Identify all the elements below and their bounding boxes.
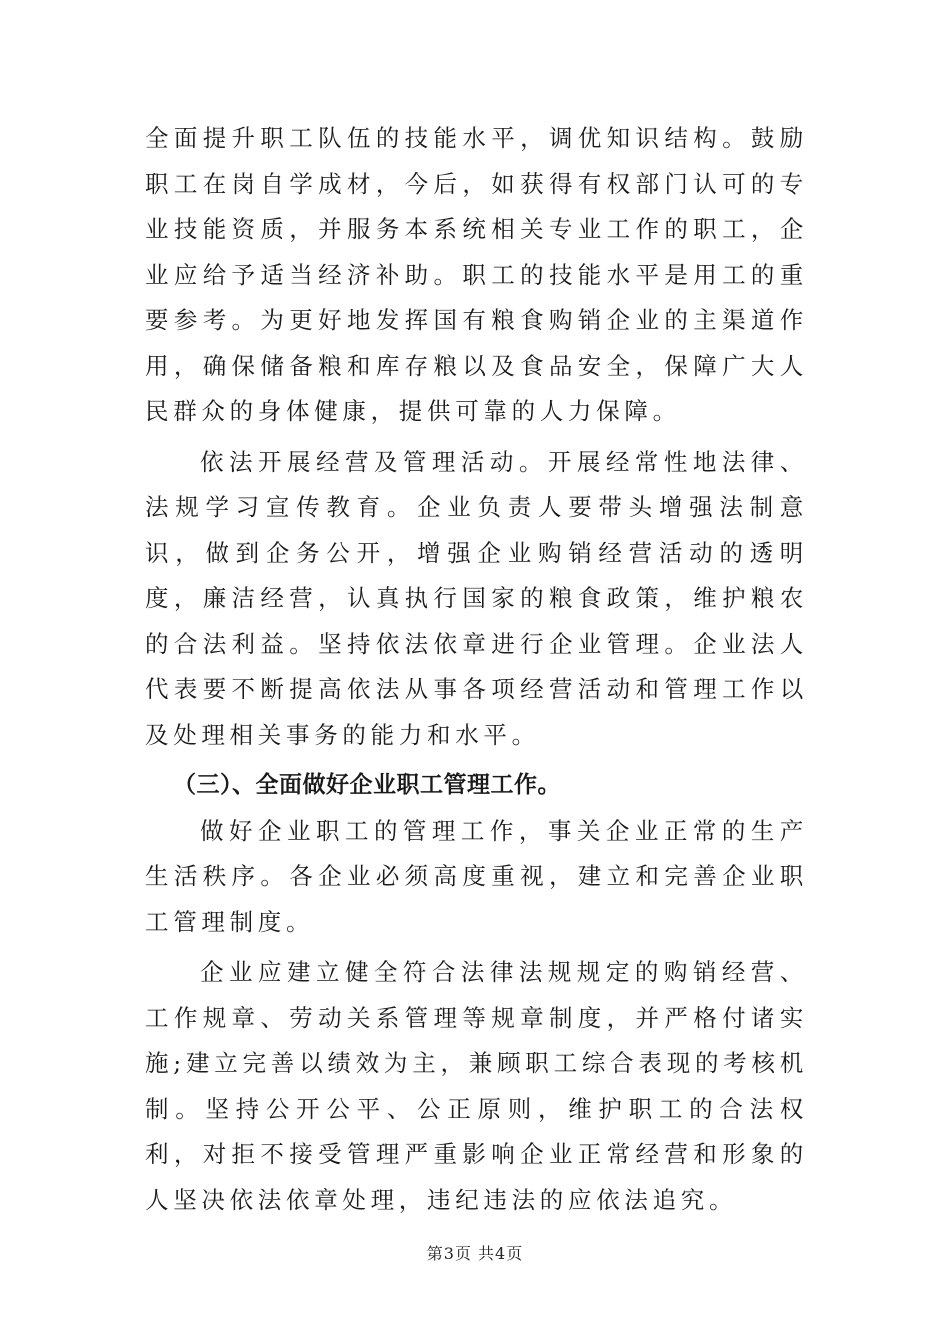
- document-body: [145, 116, 808, 1223]
- paragraph-legal-operations: 依法开展经营及管理活动。开展经常性地法律、法规学习宣传教育。企业负责人要带头增强法制意识，做到企务公开，增强企业购销经营活动的透明度，廉洁经营，认真执行国家的粮食政策，维护粮农的合法利益。坚持依法依章进行企业管理。企业法人代表要不断提高依法从事各项经营活动和管理工作以及处理相关事务的能力和水平。: [145, 447, 808, 749]
- paragraph-staff-management: 做好企业职工的管理工作，事关企业正常的生产生活秩序。各企业必须高度重视，建立和完善企业职工管理制度。: [145, 816, 808, 936]
- page-footer: 第3页 共4页: [426, 1244, 524, 1263]
- section-heading: （三）、全面做好企业职工管理工作。: [173, 772, 561, 798]
- paragraph-rules-system: 企业应建立健全符合法律法规规定的购销经营、工作规章、劳动关系管理等规章制度，并严格付诸实施;建立完善以绩效为主，兼顾职工综合表现的考核机制。坚持公开公平、公正原则，维护职工的合法权利，对拒不接受管理严重影响企业正常经营和形象的人坚决依法依章处理，违纪违法的应依法追究。: [145, 958, 808, 1214]
- paragraph-skills: 全面提升职工队伍的技能水平，调优知识结构。鼓励职工在岗自学成材，今后，如获得有权部门认可的专业技能资质，并服务本系统相关专业工作的职工，企业应给予适当经济补助。职工的技能水平是用工的重要参考。为更好地发挥国有粮食购销企业的主渠道作用，确保储备粮和库存粮以及食品安全，保障广大人民群众的身体健康，提供可靠的人力保障。: [145, 124, 808, 425]
